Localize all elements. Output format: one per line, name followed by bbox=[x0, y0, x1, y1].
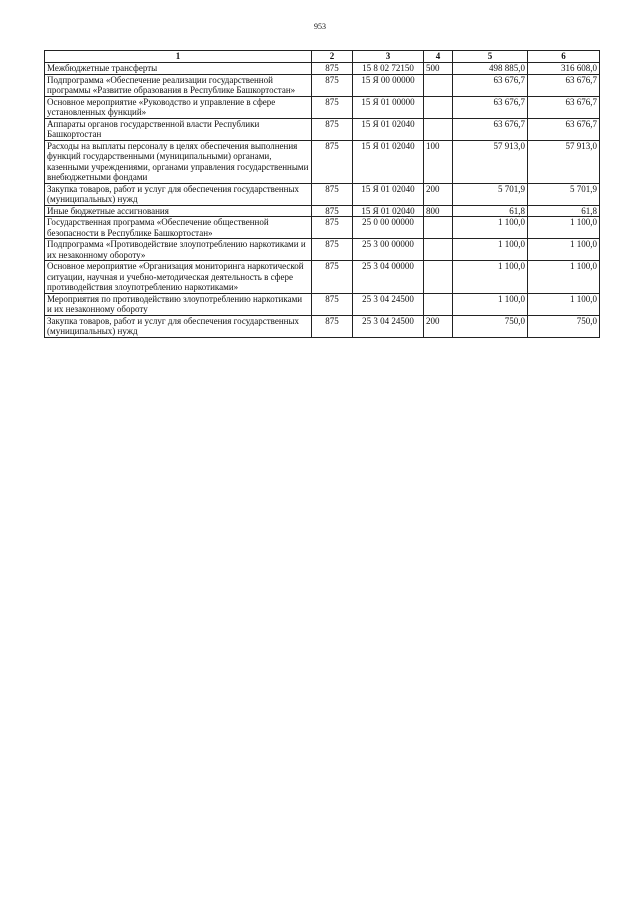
row-expense-type: 500 bbox=[424, 63, 453, 75]
row-name: Иные бюджетные ассигнования bbox=[45, 205, 312, 217]
row-target-article: 15 Я 00 00000 bbox=[353, 74, 424, 96]
row-ministry-code: 875 bbox=[312, 205, 353, 217]
row-amount-2: 57 913,0 bbox=[528, 140, 600, 183]
row-amount-2: 63 676,7 bbox=[528, 118, 600, 140]
row-ministry-code: 875 bbox=[312, 315, 353, 337]
row-target-article: 25 0 00 00000 bbox=[353, 217, 424, 239]
row-ministry-code: 875 bbox=[312, 63, 353, 75]
row-amount-2: 63 676,7 bbox=[528, 96, 600, 118]
column-header: 3 bbox=[353, 51, 424, 63]
row-name: Подпрограмма «Обеспечение реализации государственной программы «Развитие образования в Республике Башкортостан» bbox=[45, 74, 312, 96]
header-row bbox=[45, 51, 600, 63]
row-amount-2: 1 100,0 bbox=[528, 239, 600, 261]
row-amount-1: 63 676,7 bbox=[453, 74, 528, 96]
row-name: Основное мероприятие «Руководство и управление в сфере установленных функций» bbox=[45, 96, 312, 118]
row-target-article: 25 3 00 00000 bbox=[353, 239, 424, 261]
row-amount-1: 750,0 bbox=[453, 315, 528, 337]
row-amount-2: 61,8 bbox=[528, 205, 600, 217]
row-amount-1: 498 885,0 bbox=[453, 63, 528, 75]
row-name: Закупка товаров, работ и услуг для обеспечения государственных (муниципальных) нужд bbox=[45, 183, 312, 205]
page-number: 953 bbox=[314, 22, 326, 31]
column-header: 1 bbox=[45, 51, 312, 63]
table-row bbox=[45, 315, 600, 337]
table-row bbox=[45, 96, 600, 118]
row-expense-type bbox=[424, 293, 453, 315]
row-expense-type: 200 bbox=[424, 315, 453, 337]
row-name: Аппараты органов государственной власти Республики Башкортостан bbox=[45, 118, 312, 140]
row-target-article: 15 Я 01 02040 bbox=[353, 205, 424, 217]
row-amount-1: 63 676,7 bbox=[453, 96, 528, 118]
row-name: Государственная программа «Обеспечение общественной безопасности в Республике Башкортостан» bbox=[45, 217, 312, 239]
row-expense-type bbox=[424, 217, 453, 239]
row-ministry-code: 875 bbox=[312, 239, 353, 261]
table-row bbox=[45, 205, 600, 217]
row-name: Подпрограмма «Противодействие злоупотреблению наркотиками и их незаконному обороту» bbox=[45, 239, 312, 261]
row-amount-2: 5 701,9 bbox=[528, 183, 600, 205]
row-amount-1: 5 701,9 bbox=[453, 183, 528, 205]
row-name: Основное мероприятие «Организация мониторинга наркотической ситуации, научная и учебно-методическая деятельность в сфере противодействия злоупотреблению наркотиками» bbox=[45, 261, 312, 294]
row-expense-type bbox=[424, 74, 453, 96]
row-target-article: 15 Я 01 02040 bbox=[353, 183, 424, 205]
row-amount-2: 63 676,7 bbox=[528, 74, 600, 96]
row-target-article: 15 Я 01 00000 bbox=[353, 96, 424, 118]
row-name: Межбюджетные трансферты bbox=[45, 63, 312, 75]
table-body bbox=[45, 63, 600, 338]
row-amount-2: 1 100,0 bbox=[528, 217, 600, 239]
row-amount-2: 316 608,0 bbox=[528, 63, 600, 75]
column-header: 6 bbox=[528, 51, 600, 63]
row-amount-2: 1 100,0 bbox=[528, 293, 600, 315]
row-target-article: 25 3 04 24500 bbox=[353, 315, 424, 337]
row-ministry-code: 875 bbox=[312, 96, 353, 118]
table-row bbox=[45, 239, 600, 261]
row-amount-1: 61,8 bbox=[453, 205, 528, 217]
table-row bbox=[45, 183, 600, 205]
row-expense-type bbox=[424, 96, 453, 118]
row-target-article: 15 Я 01 02040 bbox=[353, 140, 424, 183]
row-ministry-code: 875 bbox=[312, 74, 353, 96]
row-ministry-code: 875 bbox=[312, 183, 353, 205]
budget-table bbox=[44, 50, 600, 338]
row-expense-type bbox=[424, 239, 453, 261]
column-header: 4 bbox=[424, 51, 453, 63]
row-amount-1: 1 100,0 bbox=[453, 293, 528, 315]
table-row bbox=[45, 118, 600, 140]
row-expense-type: 800 bbox=[424, 205, 453, 217]
table-row bbox=[45, 140, 600, 183]
row-amount-1: 1 100,0 bbox=[453, 261, 528, 294]
row-amount-1: 1 100,0 bbox=[453, 217, 528, 239]
row-ministry-code: 875 bbox=[312, 261, 353, 294]
row-name: Мероприятия по противодействию злоупотреблению наркотиками и их незаконному обороту bbox=[45, 293, 312, 315]
row-target-article: 15 8 02 72150 bbox=[353, 63, 424, 75]
row-expense-type: 200 bbox=[424, 183, 453, 205]
column-header: 2 bbox=[312, 51, 353, 63]
row-ministry-code: 875 bbox=[312, 217, 353, 239]
table-row bbox=[45, 63, 600, 75]
row-ministry-code: 875 bbox=[312, 293, 353, 315]
row-amount-1: 57 913,0 bbox=[453, 140, 528, 183]
row-amount-2: 1 100,0 bbox=[528, 261, 600, 294]
row-name: Закупка товаров, работ и услуг для обеспечения государственных (муниципальных) нужд bbox=[45, 315, 312, 337]
row-expense-type: 100 bbox=[424, 140, 453, 183]
table-row bbox=[45, 217, 600, 239]
row-name: Расходы на выплаты персоналу в целях обеспечения выполнения функций государственными (муниципальными) органами, казенными учреждениями, органами управления государственными внебюджетными фондами bbox=[45, 140, 312, 183]
row-target-article: 15 Я 01 02040 bbox=[353, 118, 424, 140]
row-target-article: 25 3 04 00000 bbox=[353, 261, 424, 294]
row-ministry-code: 875 bbox=[312, 118, 353, 140]
table-row bbox=[45, 293, 600, 315]
row-target-article: 25 3 04 24500 bbox=[353, 293, 424, 315]
table-row bbox=[45, 261, 600, 294]
row-amount-1: 1 100,0 bbox=[453, 239, 528, 261]
table-row bbox=[45, 74, 600, 96]
column-header: 5 bbox=[453, 51, 528, 63]
row-amount-2: 750,0 bbox=[528, 315, 600, 337]
row-amount-1: 63 676,7 bbox=[453, 118, 528, 140]
row-expense-type bbox=[424, 261, 453, 294]
row-ministry-code: 875 bbox=[312, 140, 353, 183]
row-expense-type bbox=[424, 118, 453, 140]
